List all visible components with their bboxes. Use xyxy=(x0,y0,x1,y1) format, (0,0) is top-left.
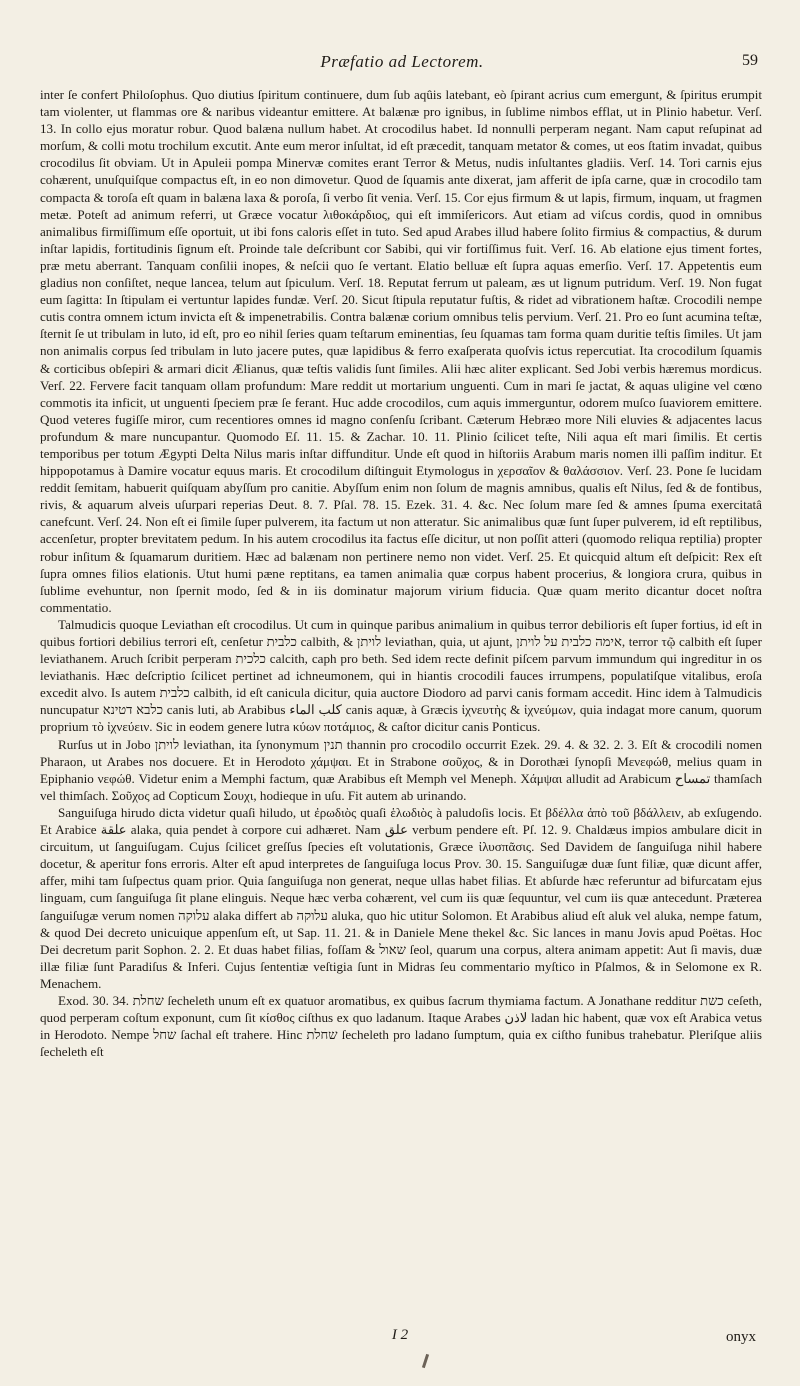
running-head-title: Præfatio ad Lectorem. xyxy=(320,52,484,71)
signature-mark: I 2 xyxy=(391,1327,409,1343)
catchword: onyx xyxy=(726,1329,756,1345)
running-head xyxy=(40,52,764,74)
page-number: 59 xyxy=(742,52,758,69)
paragraph-secheleth: Exod. 30. 34. שחלת ſecheleth unum eſt ex quatuor aromatibus, ex quibus ſacrum thymiama factum. A Jonathane redditur כשת ceſeth, quod perperam coſtum exponunt, cum ſit κίσθος ciſthus ex quo ladanum. Itaque Arabes لاذن ladan hic habent, quæ vox eſt Arabica vetus in Herodoto. Nempe שחל ſachal eſt trahere. Hinc שחלת ſecheleth pro ladano ſumptum, quia ex ciſtho funibus trahebatur. Pleriſque aliis ſecheleth eſt xyxy=(40,992,763,1060)
paragraph-leviathan-crocodile: inter ſe confert Philoſophus. Quo diutius ſpiritum continuere, dum ſub aqûis latebant, eò ſpirant acrius cum emergunt, & ſpiritus erumpit tam violenter, ut flammas ore & naribus videantur emittere. At balænæ pro ignibus, in ſublime nimbos efflat, ut in Plinio habetur. Verſ. 13. In collo ejus moratur robur. Quod balæna nullum habet. At crocodilus habet. Id nonnulli perperam negant. Nam caput reſupinat ad morſum, & colli motu trochilum excutit. Ante eum meror inſultat, id eſt præcedit, tanquam metator & comes, ut eos ſtatim invadat, quibus crocodilus ſit obviam. Ut in Apuleii pompa Minervæ comites erant Terror & Metus, nudis inſultantes gladiis. Verſ. 14. Tori carnis ejus cohærent, unuſquiſque compactus eſt, in eo non dimovetur. Quod de ſquamis ante dixerat, jam afferit de ipſa carne, quæ in crocodilo tam compacta & toroſa eſt quam in balæna laxa & poroſa, ſi verbo ſit venia. Verſ. 15. Cor ejus firmum & ut lapis, firmum, inquam, ut fragmen metæ. Poteſt ad animum referri, ut Græce vocatur λιθοκάρδιος, qui eſt immiſericors. Aut etiam ad viſcus cordis, quod in omnibus animalibus firmiſſimum eſſe oportuit, ut ibi fons caloris eſſet in tuto. Sed apud Arabes illud habere ſolito firmius & compactius, & durum inſtar lapidis, fortitudinis ſignum eſt. Proinde tale deſcribunt cor Sabibi, qui vir fortiſſimus fuit. Verſ. 16. Ab elatione ejus timent fortes, præ metu aberrant. Tanquam conſilii inopes, & neſcii quo ſe vertant. Elatio belluæ eſt ſupra aquas emerſio. Verſ. 17. Appetentis eum gladius non conſiſtet, neque lancea, telum aut ſpiculum. Verſ. 18. Reputat ferrum ut paleam, æs ut lignum putridum. Verſ. 19. Non fugat eum ſagitta: In ſtipulam ei vertuntur lapides fundæ. Verſ. 20. Sicut ſtipula reputatur fuſtis, & ridet ad vibrationem haſtæ. Crocodili nempe cutis contra omnem ictum invicta eſt & impenetrabilis. Contra balænæ corium omnibus telis pervium. Verſ. 21. Pro eo ſunt acumina teſtæ, ſternit ſe ut tribulam in luto, id eſt, pro eo nihil ſeries quam teſtarum eminentias, ſeu ſquamas tam forma quam duritie teſtis ſimiles. Ut jam non animalis corpus ſed tribulam in luto jacere putes, quæ lapidibus & ferro exaſperata quoſvis ictus repercutiat. Ita crocodilum ſquamis & corticibus obſepiri & armari dicit Ælianus, quæ teſtis validis ſunt ſimiles. Alii hæc aliter explicant. Sed Jobi verbis hæremus mordicus. Verſ. 22. Fervere facit tanquam ollam profundum: Mare reddit ut mortarium unguenti. Cum in mari ſe jactat, & aquas uligine vel cœno commotis ita inficit, ut unguenti ſpeciem præ ſe ferant. Huc adde crocodilos, cum aquis immerguntur, odorem muſco ſuaviorem emittere. Quod veteres fugiſſe miror, cum recentiores omnes id magno conſenſu ſcribant. Cæterum Hebræo more Nili eluvies & adjacentes lacus profundum & mare nuncupantur. Quomodo Eſ. 11. 15. & Zachar. 10. 11. Plinio ſcilicet teſte, Nili aqua eſt mari ſimilis. Et certis temporibus per totum Ægypti Delta Nilus maris inſtar diffunditur. Unde eſt quod in hiſtoriis Arabum maris nomen illi paſſim inditur. Et hippopotamus à Damire vocatur equus maris. Et crocodilum diſtinguit Etymologus in χερσαῖον & θαλάσσιον. Verſ. 23. Pone ſe lucidam reddit ſemitam, habuerit quiſquam abyſſum pro canitie. Abyſſum enim non ſolum de magnis amnibus, qualis eſt Nilus, ſed & de fontibus, rivis, & aquarum alveis uſurpari reperias Deut. 8. 7. Pſal. 78. 15. Ezek. 31. 4. &c. Nec ſolum mare ſed & amnes ſpuma exercitatâ canefcunt. Verſ. 24. Non eſt ei ſimile ſuper pulverem, ita factum ut non atteratur. Sic animalibus quæ ſunt ſuper pulverem, id eſt reptilibus, accenſetur, propter brevitatem pedum. In his autem crocodilus ita factus eſſe dicitur, ut non poſſit atteri (quomodo reliqua reptilia) propter robur inſitum & ſquamarum duritiem. Hæc ad balænam non pertinere nemo non videt. Verſ. 25. Et quicquid altum eſt deſpicit: Rex eſt ſupra omnes filios elationis. Utut humi pæne reptitans, ea tamen animalia quæ corpus habent procerius, & longiora crura, quibus in ſublime evehuntur, non ſpernit modo, ſed & in iis dominatur majorum virium fiducia. Quæ quam merito dicantur docet noſtra commentatio. xyxy=(40,87,762,615)
paragraph-sanguisuga: Sanguiſuga hirudo dicta videtur quaſi hiludo, ut ἐρωδιὸς quaſi ἑλωδιὸς à paludoſis locis. Et βδέλλα ἀπὸ τοῦ βδάλλειν, ab exſugendo. Et Arabice علقة alaka, quia pendet à corpore cui adhæret. Nam علق verbum pendere eſt. Pſ. 12. 9. Chaldæus impios ambulare dicit in circuitum, ut ſanguiſugam. Cujus ſcilicet greſſus ſpecies eſt volutationis, Græce ἰλυσπᾶσις. Sed Davidem de ſanguiſuga nihil habere docetur, & aperitur fons erroris. Alter eſt apud interpretes de ſanguiſuga locus Prov. 30. 15. Sanguiſugæ duæ ſunt filiæ, quæ dicunt affer, affer, mihi tam ſuſpectus quam prior. Quia ſanguiſuga non generat, neque ullas habet filias. Et abſurde hæc referuntur ad bifurcatam ejus linguam, cum ſanguiſuga ſit plane elinguis. Neque hæc verba cohærent, vel cum iis quæ ſequuntur, vel cum iis quæ antecedunt. Præterea ſanguiſugæ verum nomen עלוקה alaka differt ab עלוקה aluka, quo hic utitur Solomon. Et Arabibus aliud eſt aluk vel aluka, nempe fatum, & quod Dei decreto unicuique appenſum eſt, ut Sap. 11. 21. & in Daniele Mene thekel &c. Sic lances in manu Jovis apud Poëtas. Hoc Dei decretum parit Sophon. 2. 2. Et duas habet filias, foſſam & שאול ſeol, quarum una corpus, altera animam appetit: Aut ſi mavis, duæ illæ filiæ ſunt Paradiſus & Inferi. Cujus ſententiæ veſtigia ſunt in Midras ſeu commentario myſtico in Pſalmos, & in Selomone ex R. Menachem. xyxy=(40,804,762,991)
body-text xyxy=(40,86,762,1060)
paragraph-talmudic-leviathan: Talmudicis quoque Leviathan eſt crocodilus. Ut cum in quinque paribus animalium in quibus terror debilioris eſt ſuper fortius, id eſt in quibus fortiori debilius terrori eſt, cenſetur כלבית calbith, & לויתן leviathan, quia, ut ajunt, אימה כלבית על לויתן, terror τῷ calbith eſt ſuper leviathanem. Aruch ſcribit perperam כלכית calcith, caph pro beth. Sed idem recte definit piſcem parvum immundum qui ingreditur in os leviathanis. Hæc deſcriptio ſcilicet pertinet ad ichneumonem, qui in hiantis crocodili fauces irrumpens, populatiſque vitalibus, eroſa excedit alvo. Is autem כלבית calbith, id eſt canicula dicitur, quia auctore Diodoro ad parvi canis formam accedit. Hinc idem à Talmudicis nuncupatur כלבא דטינא canis luti, ab Arabibus كلب الماء canis aquæ, à Græcis ἰχνευτὴς & ἰχνεύμων, quia indagat more canum, quorum proprium τὸ ἰχνεύειν. Sic in eodem genere lutra κύων ποτάμιος, & caſtor dicitur canis Ponticus. xyxy=(40,616,762,735)
ink-stroke-mark xyxy=(422,1354,429,1368)
paragraph-crocodile-names: Rurſus ut in Jobo לויתן leviathan, ita ſynonymum תנין thannin pro crocodilo occurrit Ezek. 29. 4. & 32. 2. 3. Eſt & crocodili nomen Pharaon, ut Arabes nos docuere. Et in Herodoto χάμψαι. Et in Strabone σοῦχος, & in Dorothæi ſynopſi Μενεφώθ, melius quam in Epiphanio νεφώθ. Videtur enim a Memphi factum, quæ Arabibus eſt Memph vel Meneph. Χάμψαι alludit ad Arabicum تمساح thamſach vel thimſach. Σοῦχος ad Copticum Σουχι, hodieque in uſu. Fit autem ab urinando. xyxy=(40,736,763,803)
